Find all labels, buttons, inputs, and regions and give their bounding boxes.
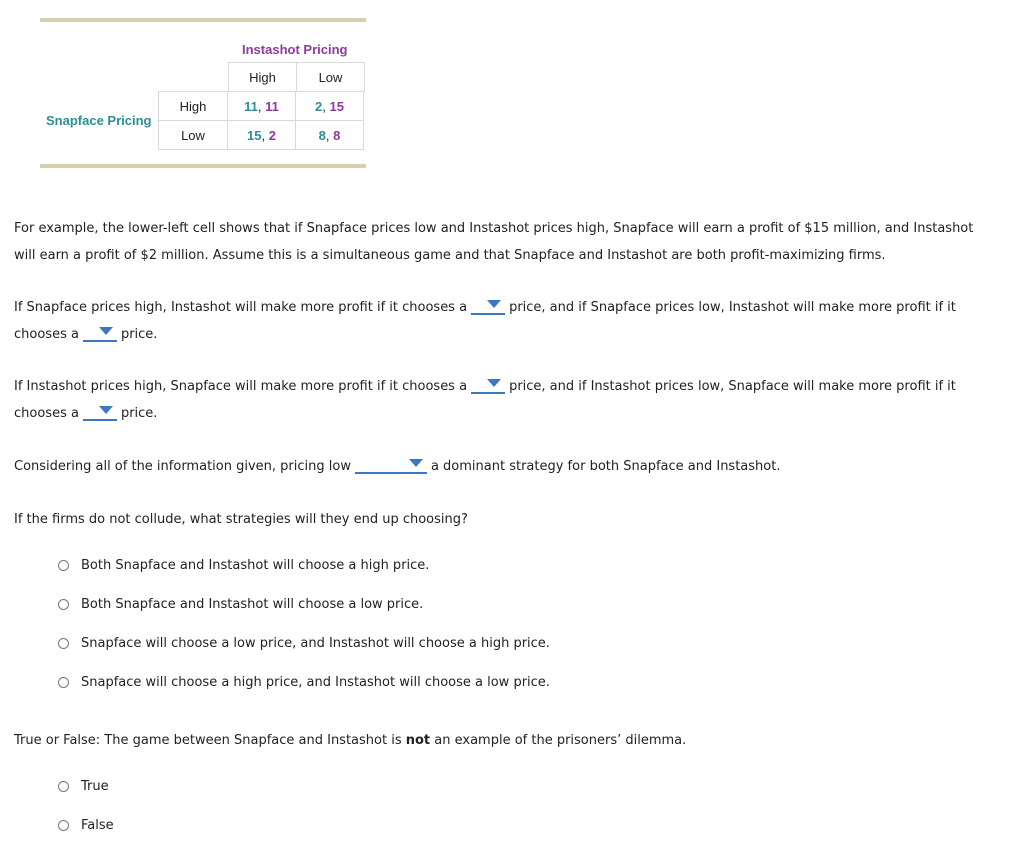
question-instashot-response: If Snapface prices high, Instashot will make more profit if it chooses a price, and if Snapface prices low, Instashot will make more profit if it chooses a price. — [14, 294, 1010, 348]
radio-button[interactable] — [58, 677, 69, 688]
payoff-cell: 2, 15 — [296, 92, 364, 121]
chevron-down-icon — [487, 300, 501, 308]
question-prisoners-dilemma: True or False: The game between Snapface and Instashot is not an example of the prisoners’ dilemma. — [14, 733, 687, 748]
radio-option-false[interactable]: False — [58, 815, 114, 835]
payoff-cell: 15, 2 — [228, 121, 296, 150]
chevron-down-icon — [99, 327, 113, 335]
radio-button[interactable] — [58, 781, 69, 792]
example-line-2: will earn a profit of $2 million. Assume this is a simultaneous game and that Snapface and Instashot are both profit-maximizing firms. — [14, 248, 886, 263]
dropdown-dominant-strategy[interactable] — [355, 456, 427, 474]
dropdown-instashot-if-low[interactable] — [83, 324, 117, 342]
table-row — [159, 121, 364, 150]
example-paragraph — [14, 215, 1010, 269]
question-dominant-strategy: Considering all of the information given, pricing low a dominant strategy for both Snapface and Instashot. — [14, 453, 1010, 480]
column-header-table — [228, 62, 365, 92]
radio-option-snap-high-insta-low[interactable]: Snapface will choose a high price, and Instashot will choose a low price. — [58, 672, 550, 692]
chevron-down-icon — [99, 406, 113, 414]
example-line-1: For example, the lower-left cell shows that if Snapface prices low and Instashot prices high, Snapface will earn a profit of $15 million, and Instashot — [14, 221, 974, 236]
radio-button[interactable] — [58, 638, 69, 649]
payoff-table — [158, 91, 364, 150]
question-no-collusion: If the firms do not collude, what strategies will they end up choosing? — [14, 512, 468, 527]
payoff-matrix — [40, 20, 366, 168]
radio-option-snap-low-insta-high[interactable]: Snapface will choose a low price, and Instashot will choose a high price. — [58, 633, 550, 653]
radio-button[interactable] — [58, 820, 69, 831]
col-header-low: Low — [297, 63, 365, 92]
column-player-label: Instashot Pricing — [242, 42, 348, 57]
question-snapface-response: If Instashot prices high, Snapface will make more profit if it chooses a price, and if Instashot prices low, Snapface will make more profit if it chooses a price. — [14, 373, 1010, 427]
radio-option-both-high[interactable]: Both Snapface and Instashot will choose a high price. — [58, 555, 429, 575]
row-header-low: Low — [159, 121, 228, 150]
payoff-cell: 11, 11 — [228, 92, 296, 121]
chevron-down-icon — [487, 379, 501, 387]
matrix-bottom-rule — [40, 164, 366, 168]
chevron-down-icon — [409, 459, 423, 467]
radio-button[interactable] — [58, 560, 69, 571]
col-header-high: High — [229, 63, 297, 92]
radio-button[interactable] — [58, 599, 69, 610]
payoff-cell: 8, 8 — [296, 121, 364, 150]
row-header-high: High — [159, 92, 228, 121]
table-row — [159, 92, 364, 121]
row-player-label: Snapface Pricing — [46, 113, 152, 128]
dropdown-instashot-if-high[interactable] — [471, 297, 505, 315]
radio-option-true[interactable]: True — [58, 776, 109, 796]
radio-option-both-low[interactable]: Both Snapface and Instashot will choose a low price. — [58, 594, 423, 614]
dropdown-snapface-if-high[interactable] — [471, 376, 505, 394]
dropdown-snapface-if-low[interactable] — [83, 403, 117, 421]
